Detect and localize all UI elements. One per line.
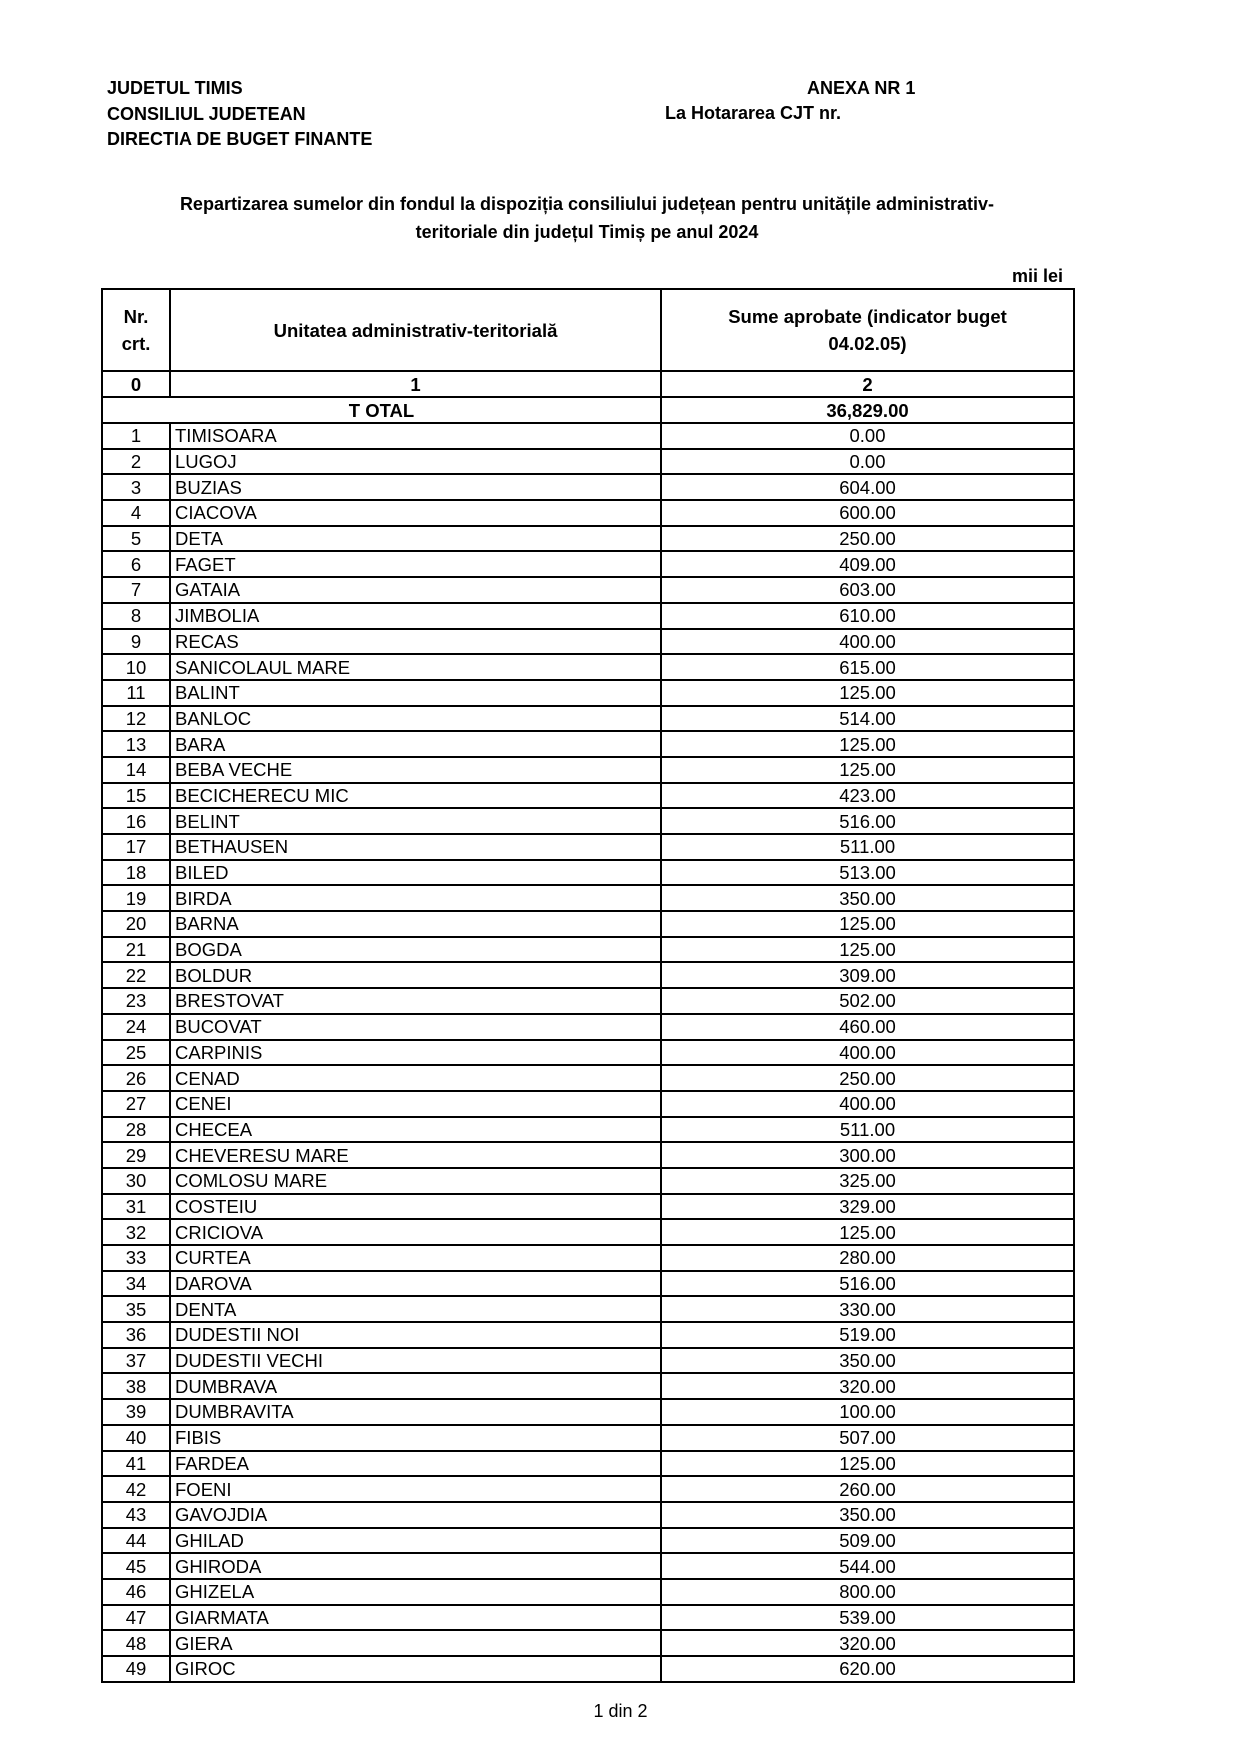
approved-amount: 260.00 xyxy=(661,1476,1074,1502)
table-row xyxy=(102,654,1074,680)
document-title-line-1: Repartizarea sumelor din fondul la dispoziția consiliului județean pentru unitățile administrativ- xyxy=(179,194,995,214)
row-number: 13 xyxy=(102,731,170,757)
approved-amount: 511.00 xyxy=(661,1117,1074,1143)
table-row xyxy=(102,1194,1074,1220)
unit-name: BILED xyxy=(170,860,661,886)
table-row xyxy=(102,526,1074,552)
table-row xyxy=(102,1425,1074,1451)
row-number: 2 xyxy=(102,449,170,475)
unit-name: TIMISOARA xyxy=(170,423,661,449)
row-number: 14 xyxy=(102,757,170,783)
approved-amount: 250.00 xyxy=(661,526,1074,552)
approved-amount: 516.00 xyxy=(661,808,1074,834)
row-number: 47 xyxy=(102,1605,170,1631)
unit-name: FOENI xyxy=(170,1476,661,1502)
table-row xyxy=(102,1605,1074,1631)
row-number: 25 xyxy=(102,1040,170,1066)
approved-amount: 400.00 xyxy=(661,629,1074,655)
row-number: 20 xyxy=(102,911,170,937)
table-row xyxy=(102,500,1074,526)
unit-name: BARA xyxy=(170,731,661,757)
unit-name: GATAIA xyxy=(170,577,661,603)
approved-amount: 309.00 xyxy=(661,962,1074,988)
unit-name: DAROVA xyxy=(170,1271,661,1297)
row-number: 19 xyxy=(102,885,170,911)
table-row xyxy=(102,706,1074,732)
unit-name: GIROC xyxy=(170,1656,661,1682)
row-number: 7 xyxy=(102,577,170,603)
column-header-nr xyxy=(102,289,170,371)
unit-name: DUDESTII VECHI xyxy=(170,1348,661,1374)
approved-amount: 610.00 xyxy=(661,603,1074,629)
total-label: T OTAL xyxy=(102,397,661,423)
approved-amount: 0.00 xyxy=(661,449,1074,475)
row-number: 1 xyxy=(102,423,170,449)
approved-amount: 511.00 xyxy=(661,834,1074,860)
table-row xyxy=(102,783,1074,809)
approved-amount: 125.00 xyxy=(661,1451,1074,1477)
table-row xyxy=(102,1656,1074,1682)
unit-name: BARNA xyxy=(170,911,661,937)
unit-name: BOLDUR xyxy=(170,962,661,988)
approved-amount: 125.00 xyxy=(661,731,1074,757)
approved-amount: 125.00 xyxy=(661,911,1074,937)
row-number: 28 xyxy=(102,1117,170,1143)
approved-amount: 507.00 xyxy=(661,1425,1074,1451)
table-row xyxy=(102,937,1074,963)
unit-name: FIBIS xyxy=(170,1425,661,1451)
unit-name: BUZIAS xyxy=(170,474,661,500)
row-number: 46 xyxy=(102,1579,170,1605)
row-number: 48 xyxy=(102,1630,170,1656)
unit-name: CENAD xyxy=(170,1065,661,1091)
row-number: 9 xyxy=(102,629,170,655)
row-number: 40 xyxy=(102,1425,170,1451)
table-row xyxy=(102,1168,1074,1194)
row-number: 18 xyxy=(102,860,170,886)
row-number: 38 xyxy=(102,1373,170,1399)
approved-amount: 460.00 xyxy=(661,1014,1074,1040)
table-row xyxy=(102,808,1074,834)
approved-amount: 544.00 xyxy=(661,1553,1074,1579)
unit-name: BECICHERECU MIC xyxy=(170,783,661,809)
unit-name: GAVOJDIA xyxy=(170,1502,661,1528)
row-number: 8 xyxy=(102,603,170,629)
row-number: 22 xyxy=(102,962,170,988)
table-row xyxy=(102,1322,1074,1348)
approved-amount: 615.00 xyxy=(661,654,1074,680)
row-number: 42 xyxy=(102,1476,170,1502)
row-number: 26 xyxy=(102,1065,170,1091)
unit-name: CRICIOVA xyxy=(170,1219,661,1245)
row-number: 11 xyxy=(102,680,170,706)
table-row xyxy=(102,1476,1074,1502)
row-number: 35 xyxy=(102,1296,170,1322)
approved-amount: 509.00 xyxy=(661,1528,1074,1554)
row-number: 12 xyxy=(102,706,170,732)
approved-amount: 320.00 xyxy=(661,1630,1074,1656)
table-row xyxy=(102,1040,1074,1066)
row-number: 29 xyxy=(102,1142,170,1168)
unit-name: SANICOLAUL MARE xyxy=(170,654,661,680)
row-number: 31 xyxy=(102,1194,170,1220)
table-row xyxy=(102,911,1074,937)
approved-amount: 280.00 xyxy=(661,1245,1074,1271)
row-number: 24 xyxy=(102,1014,170,1040)
approved-amount: 125.00 xyxy=(661,680,1074,706)
table-row xyxy=(102,1245,1074,1271)
column-index-1: 1 xyxy=(170,371,661,397)
table-row xyxy=(102,423,1074,449)
unit-name: CHECEA xyxy=(170,1117,661,1143)
table-row xyxy=(102,1117,1074,1143)
table-row xyxy=(102,680,1074,706)
issuer-county: JUDETUL TIMIS xyxy=(107,78,243,98)
unit-name: BETHAUSEN xyxy=(170,834,661,860)
column-header-amount-text: Sume aprobate (indicator buget 04.02.05) xyxy=(728,306,1007,354)
row-number: 16 xyxy=(102,808,170,834)
approved-amount: 350.00 xyxy=(661,1348,1074,1374)
column-header-amount xyxy=(661,289,1074,371)
unit-name: COSTEIU xyxy=(170,1194,661,1220)
approved-amount: 400.00 xyxy=(661,1091,1074,1117)
table-row xyxy=(102,474,1074,500)
approved-amount: 604.00 xyxy=(661,474,1074,500)
row-number: 49 xyxy=(102,1656,170,1682)
row-number: 17 xyxy=(102,834,170,860)
approved-amount: 539.00 xyxy=(661,1605,1074,1631)
approved-amount: 350.00 xyxy=(661,1502,1074,1528)
document-title-line-2: teritoriale din județul Timiș pe anul 2024 xyxy=(415,222,759,242)
row-number: 43 xyxy=(102,1502,170,1528)
unit-name: CURTEA xyxy=(170,1245,661,1271)
allocation-table xyxy=(101,288,1075,1683)
issuer-block xyxy=(107,76,372,153)
approved-amount: 250.00 xyxy=(661,1065,1074,1091)
table-row xyxy=(102,603,1074,629)
table-row xyxy=(102,1553,1074,1579)
unit-name: FAGET xyxy=(170,551,661,577)
column-header-unit: Unitatea administrativ-teritorială xyxy=(170,289,661,371)
row-number: 39 xyxy=(102,1399,170,1425)
row-number: 27 xyxy=(102,1091,170,1117)
unit-name: DUMBRAVITA xyxy=(170,1399,661,1425)
approved-amount: 325.00 xyxy=(661,1168,1074,1194)
approved-amount: 514.00 xyxy=(661,706,1074,732)
unit-name: CENEI xyxy=(170,1091,661,1117)
approved-amount: 330.00 xyxy=(661,1296,1074,1322)
row-number: 45 xyxy=(102,1553,170,1579)
approved-amount: 423.00 xyxy=(661,783,1074,809)
table-row xyxy=(102,1142,1074,1168)
total-row xyxy=(102,397,1074,423)
unit-name: DENTA xyxy=(170,1296,661,1322)
approved-amount: 516.00 xyxy=(661,1271,1074,1297)
table-row xyxy=(102,1528,1074,1554)
column-index-row xyxy=(102,371,1074,397)
row-number: 30 xyxy=(102,1168,170,1194)
issuer-council: CONSILIUL JUDETEAN xyxy=(107,103,306,124)
table-row xyxy=(102,885,1074,911)
unit-name: GIERA xyxy=(170,1630,661,1656)
unit-name: DUDESTII NOI xyxy=(170,1322,661,1348)
unit-name: BALINT xyxy=(170,680,661,706)
column-index-0: 0 xyxy=(102,371,170,397)
table-row xyxy=(102,1373,1074,1399)
table-row xyxy=(102,629,1074,655)
unit-label: mii lei xyxy=(1011,266,1063,286)
unit-name: CIACOVA xyxy=(170,500,661,526)
approved-amount: 409.00 xyxy=(661,551,1074,577)
table-row xyxy=(102,551,1074,577)
unit-name: BEBA VECHE xyxy=(170,757,661,783)
table-row xyxy=(102,834,1074,860)
row-number: 5 xyxy=(102,526,170,552)
table-row xyxy=(102,1630,1074,1656)
approved-amount: 125.00 xyxy=(661,757,1074,783)
unit-name: DETA xyxy=(170,526,661,552)
unit-name: GHILAD xyxy=(170,1528,661,1554)
approved-amount: 620.00 xyxy=(661,1656,1074,1682)
unit-name: FARDEA xyxy=(170,1451,661,1477)
table-header-row xyxy=(102,289,1074,371)
unit-name: LUGOJ xyxy=(170,449,661,475)
total-value: 36,829.00 xyxy=(661,397,1074,423)
table-row xyxy=(102,1348,1074,1374)
approved-amount: 603.00 xyxy=(661,577,1074,603)
annex-label: ANEXA NR 1 xyxy=(807,78,916,98)
row-number: 33 xyxy=(102,1245,170,1271)
unit-name: CARPINIS xyxy=(170,1040,661,1066)
table-row xyxy=(102,962,1074,988)
row-number: 15 xyxy=(102,783,170,809)
decision-reference: La Hotararea CJT nr. xyxy=(665,103,842,123)
row-number: 34 xyxy=(102,1271,170,1297)
table-row xyxy=(102,860,1074,886)
approved-amount: 320.00 xyxy=(661,1373,1074,1399)
table-row xyxy=(102,1065,1074,1091)
column-header-nr-text: Nr. crt. xyxy=(121,306,151,354)
table-body xyxy=(102,423,1074,1682)
approved-amount: 400.00 xyxy=(661,1040,1074,1066)
table-row xyxy=(102,1091,1074,1117)
page-indicator: 1 din 2 xyxy=(593,1701,648,1721)
unit-name: BELINT xyxy=(170,808,661,834)
table-row xyxy=(102,577,1074,603)
table-row xyxy=(102,988,1074,1014)
row-number: 32 xyxy=(102,1219,170,1245)
row-number: 10 xyxy=(102,654,170,680)
approved-amount: 350.00 xyxy=(661,885,1074,911)
table-row xyxy=(102,1502,1074,1528)
row-number: 44 xyxy=(102,1528,170,1554)
unit-name: DUMBRAVA xyxy=(170,1373,661,1399)
table-row xyxy=(102,1296,1074,1322)
approved-amount: 519.00 xyxy=(661,1322,1074,1348)
row-number: 6 xyxy=(102,551,170,577)
approved-amount: 125.00 xyxy=(661,1219,1074,1245)
issuer-directorate: DIRECTIA DE BUGET FINANTE xyxy=(107,129,373,149)
row-number: 21 xyxy=(102,937,170,963)
unit-name: BRESTOVAT xyxy=(170,988,661,1014)
table-row xyxy=(102,1579,1074,1605)
approved-amount: 300.00 xyxy=(661,1142,1074,1168)
approved-amount: 0.00 xyxy=(661,423,1074,449)
unit-name: RECAS xyxy=(170,629,661,655)
document-title xyxy=(101,190,1073,246)
row-number: 23 xyxy=(102,988,170,1014)
approved-amount: 100.00 xyxy=(661,1399,1074,1425)
row-number: 41 xyxy=(102,1451,170,1477)
unit-name: CHEVERESU MARE xyxy=(170,1142,661,1168)
column-index-2: 2 xyxy=(661,371,1074,397)
unit-name: JIMBOLIA xyxy=(170,603,661,629)
unit-name: BUCOVAT xyxy=(170,1014,661,1040)
approved-amount: 125.00 xyxy=(661,937,1074,963)
row-number: 37 xyxy=(102,1348,170,1374)
unit-name: BOGDA xyxy=(170,937,661,963)
table-row xyxy=(102,1014,1074,1040)
unit-name: GHIZELA xyxy=(170,1579,661,1605)
row-number: 36 xyxy=(102,1322,170,1348)
table-row xyxy=(102,1399,1074,1425)
row-number: 4 xyxy=(102,500,170,526)
table-row xyxy=(102,757,1074,783)
approved-amount: 329.00 xyxy=(661,1194,1074,1220)
unit-name: GHIRODA xyxy=(170,1553,661,1579)
unit-name: GIARMATA xyxy=(170,1605,661,1631)
approved-amount: 600.00 xyxy=(661,500,1074,526)
approved-amount: 800.00 xyxy=(661,1579,1074,1605)
table-row xyxy=(102,1451,1074,1477)
approved-amount: 513.00 xyxy=(661,860,1074,886)
unit-name: BIRDA xyxy=(170,885,661,911)
table-row xyxy=(102,731,1074,757)
approved-amount: 502.00 xyxy=(661,988,1074,1014)
row-number: 3 xyxy=(102,474,170,500)
unit-name: BANLOC xyxy=(170,706,661,732)
table-row xyxy=(102,1219,1074,1245)
table-row xyxy=(102,1271,1074,1297)
unit-name: COMLOSU MARE xyxy=(170,1168,661,1194)
table-row xyxy=(102,449,1074,475)
